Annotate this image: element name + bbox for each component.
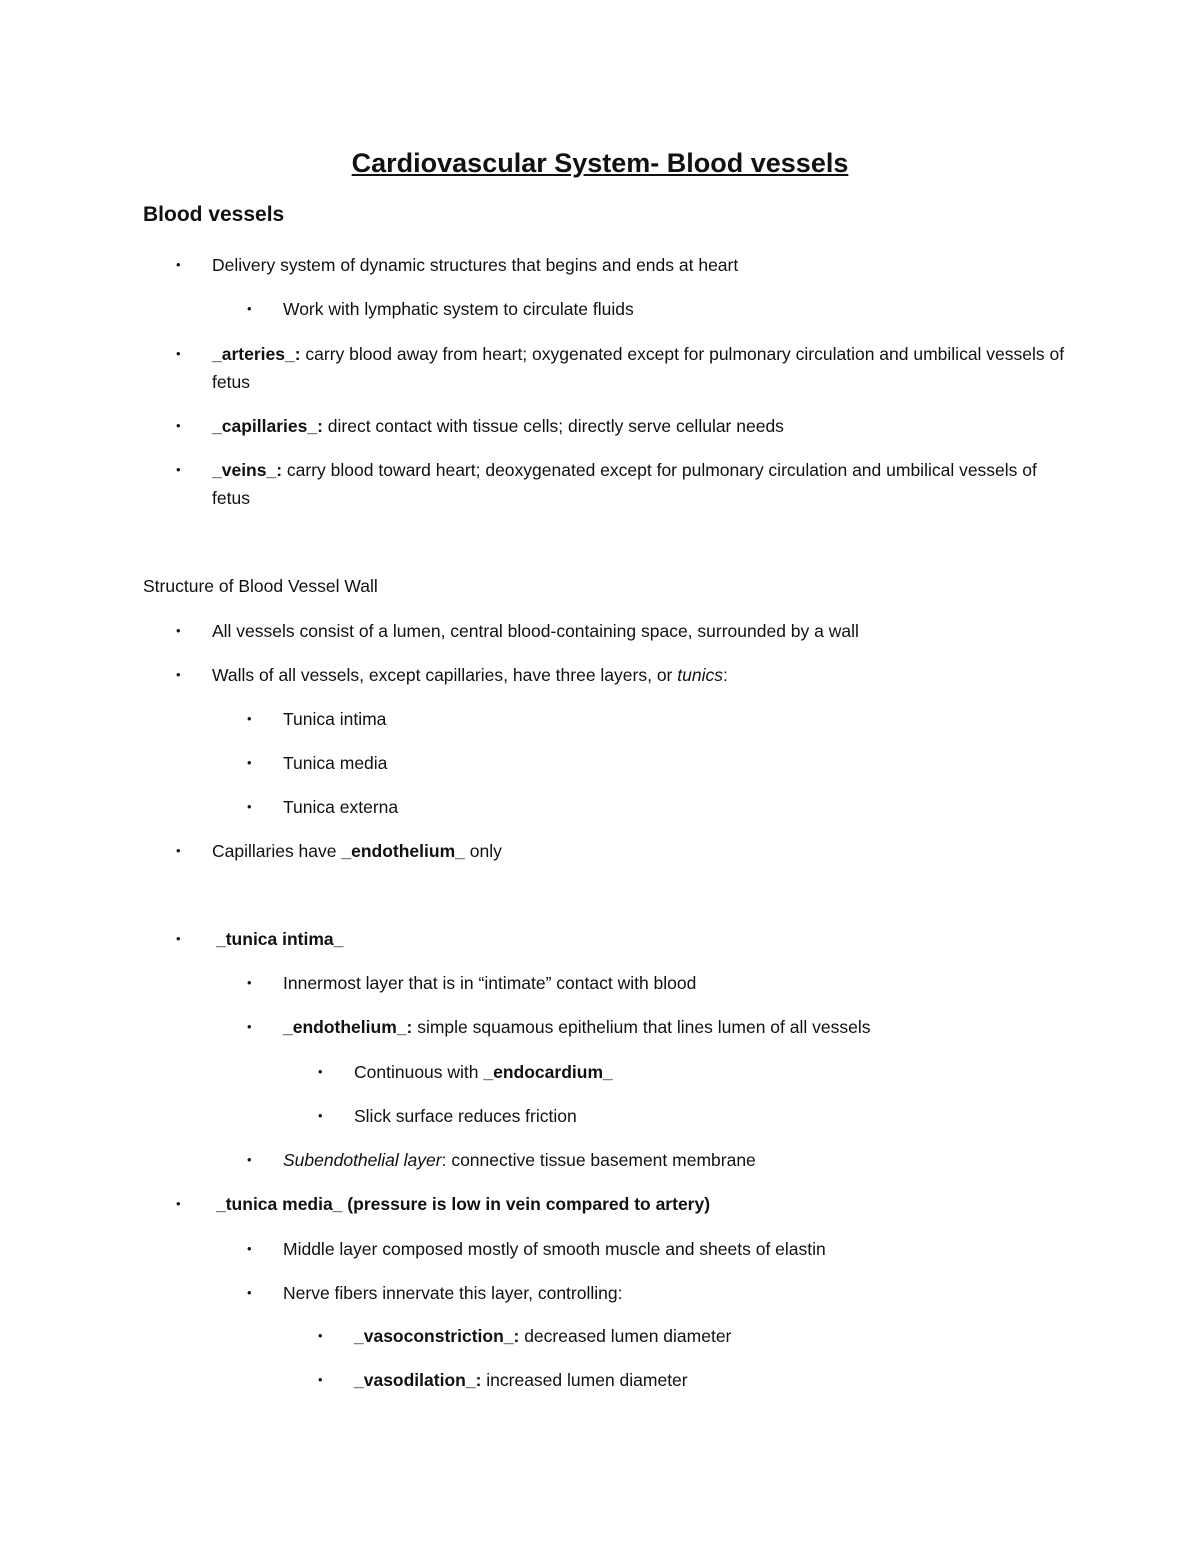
- bullet-icon: •: [247, 301, 252, 316]
- page-title: Cardiovascular System- Blood vessels: [351, 148, 849, 178]
- bullet-icon: •: [176, 418, 181, 433]
- term: _vasodilation_:: [354, 1370, 482, 1390]
- section-heading-blood-vessels: Blood vessels: [143, 203, 285, 226]
- term: _veins_:: [212, 460, 283, 480]
- term: _arteries_:: [212, 344, 301, 364]
- bullet-icon: •: [176, 462, 181, 477]
- document-page: Cardiovascular System- Blood vessels Blood vessels • Delivery system of dynamic structures that begins and ends at heart • Work with lymphatic system to circulate fluids • _arteries_: carry blood away from heart; oxygenated except for pulmonary circulation and umbilical vessels of fetus • _capillaries_: direct contact with tissue cells; directly serve cellular needs • _veins_: carry blood toward heart; deoxygenated except for pulmonary circulation and umbilical vessels of fetus Structure of Blood Vessel Wall • All vessels consist of a lumen, central blood-containing space, surrounded by a wall • Walls of all vessels, except capillaries, have three layers, or tunics: • Tunica intima • Tunica media • Tunica externa • Capillaries have _endothelium_ only • _tunica intima_ • Innermost layer that is in “intimate” contact with blood • _endothelium_: simple squamous epithelium that lines lumen of all vessels • Continuous with _endocardium_ • Slick surface reduces friction • Subendothelial layer: connective tissue basement membrane • _tunica media_ (pressure is low in vein compared to artery) • Middle layer composed mostly of smooth muscle and sheets of elastin • Nerve fibers innervate this layer, controlling: • _vasoconstriction_: decreased lumen diameter • _vasodilation_: increased lumen diameter: [0, 0, 1200, 1553]
- bullet-icon: •: [247, 975, 252, 990]
- section-heading-structure: Structure of Blood Vessel Wall: [143, 576, 378, 596]
- term: _endothelium_: [341, 841, 465, 861]
- bullet-icon: •: [176, 1196, 181, 1211]
- bullet-icon: •: [318, 1108, 323, 1123]
- bullet-icon: •: [318, 1372, 323, 1387]
- bullet-icon: •: [176, 931, 181, 946]
- bullet-icon: •: [247, 711, 252, 726]
- bullet-icon: •: [247, 1019, 252, 1034]
- bullet-icon: •: [176, 843, 181, 858]
- bullet-icon: •: [176, 346, 181, 361]
- bullet-icon: •: [318, 1328, 323, 1343]
- bullet-icon: •: [247, 755, 252, 770]
- term: _capillaries_:: [212, 416, 323, 436]
- bullet-icon: •: [247, 1241, 252, 1256]
- bullet-icon: •: [176, 257, 181, 272]
- bullet-icon: •: [176, 667, 181, 682]
- bullet-icon: •: [247, 1152, 252, 1167]
- term: _endocardium_: [483, 1062, 613, 1082]
- bullet-icon: •: [247, 1285, 252, 1300]
- bullet-icon: •: [247, 799, 252, 814]
- term: _endothelium_:: [283, 1017, 413, 1037]
- term: _vasoconstriction_:: [354, 1326, 520, 1346]
- bullet-icon: •: [176, 623, 181, 638]
- term: _tunica media_ (pressure is low in vein compared to artery): [216, 1194, 711, 1214]
- term: _tunica intima_: [216, 929, 344, 949]
- bullet-icon: •: [318, 1064, 323, 1079]
